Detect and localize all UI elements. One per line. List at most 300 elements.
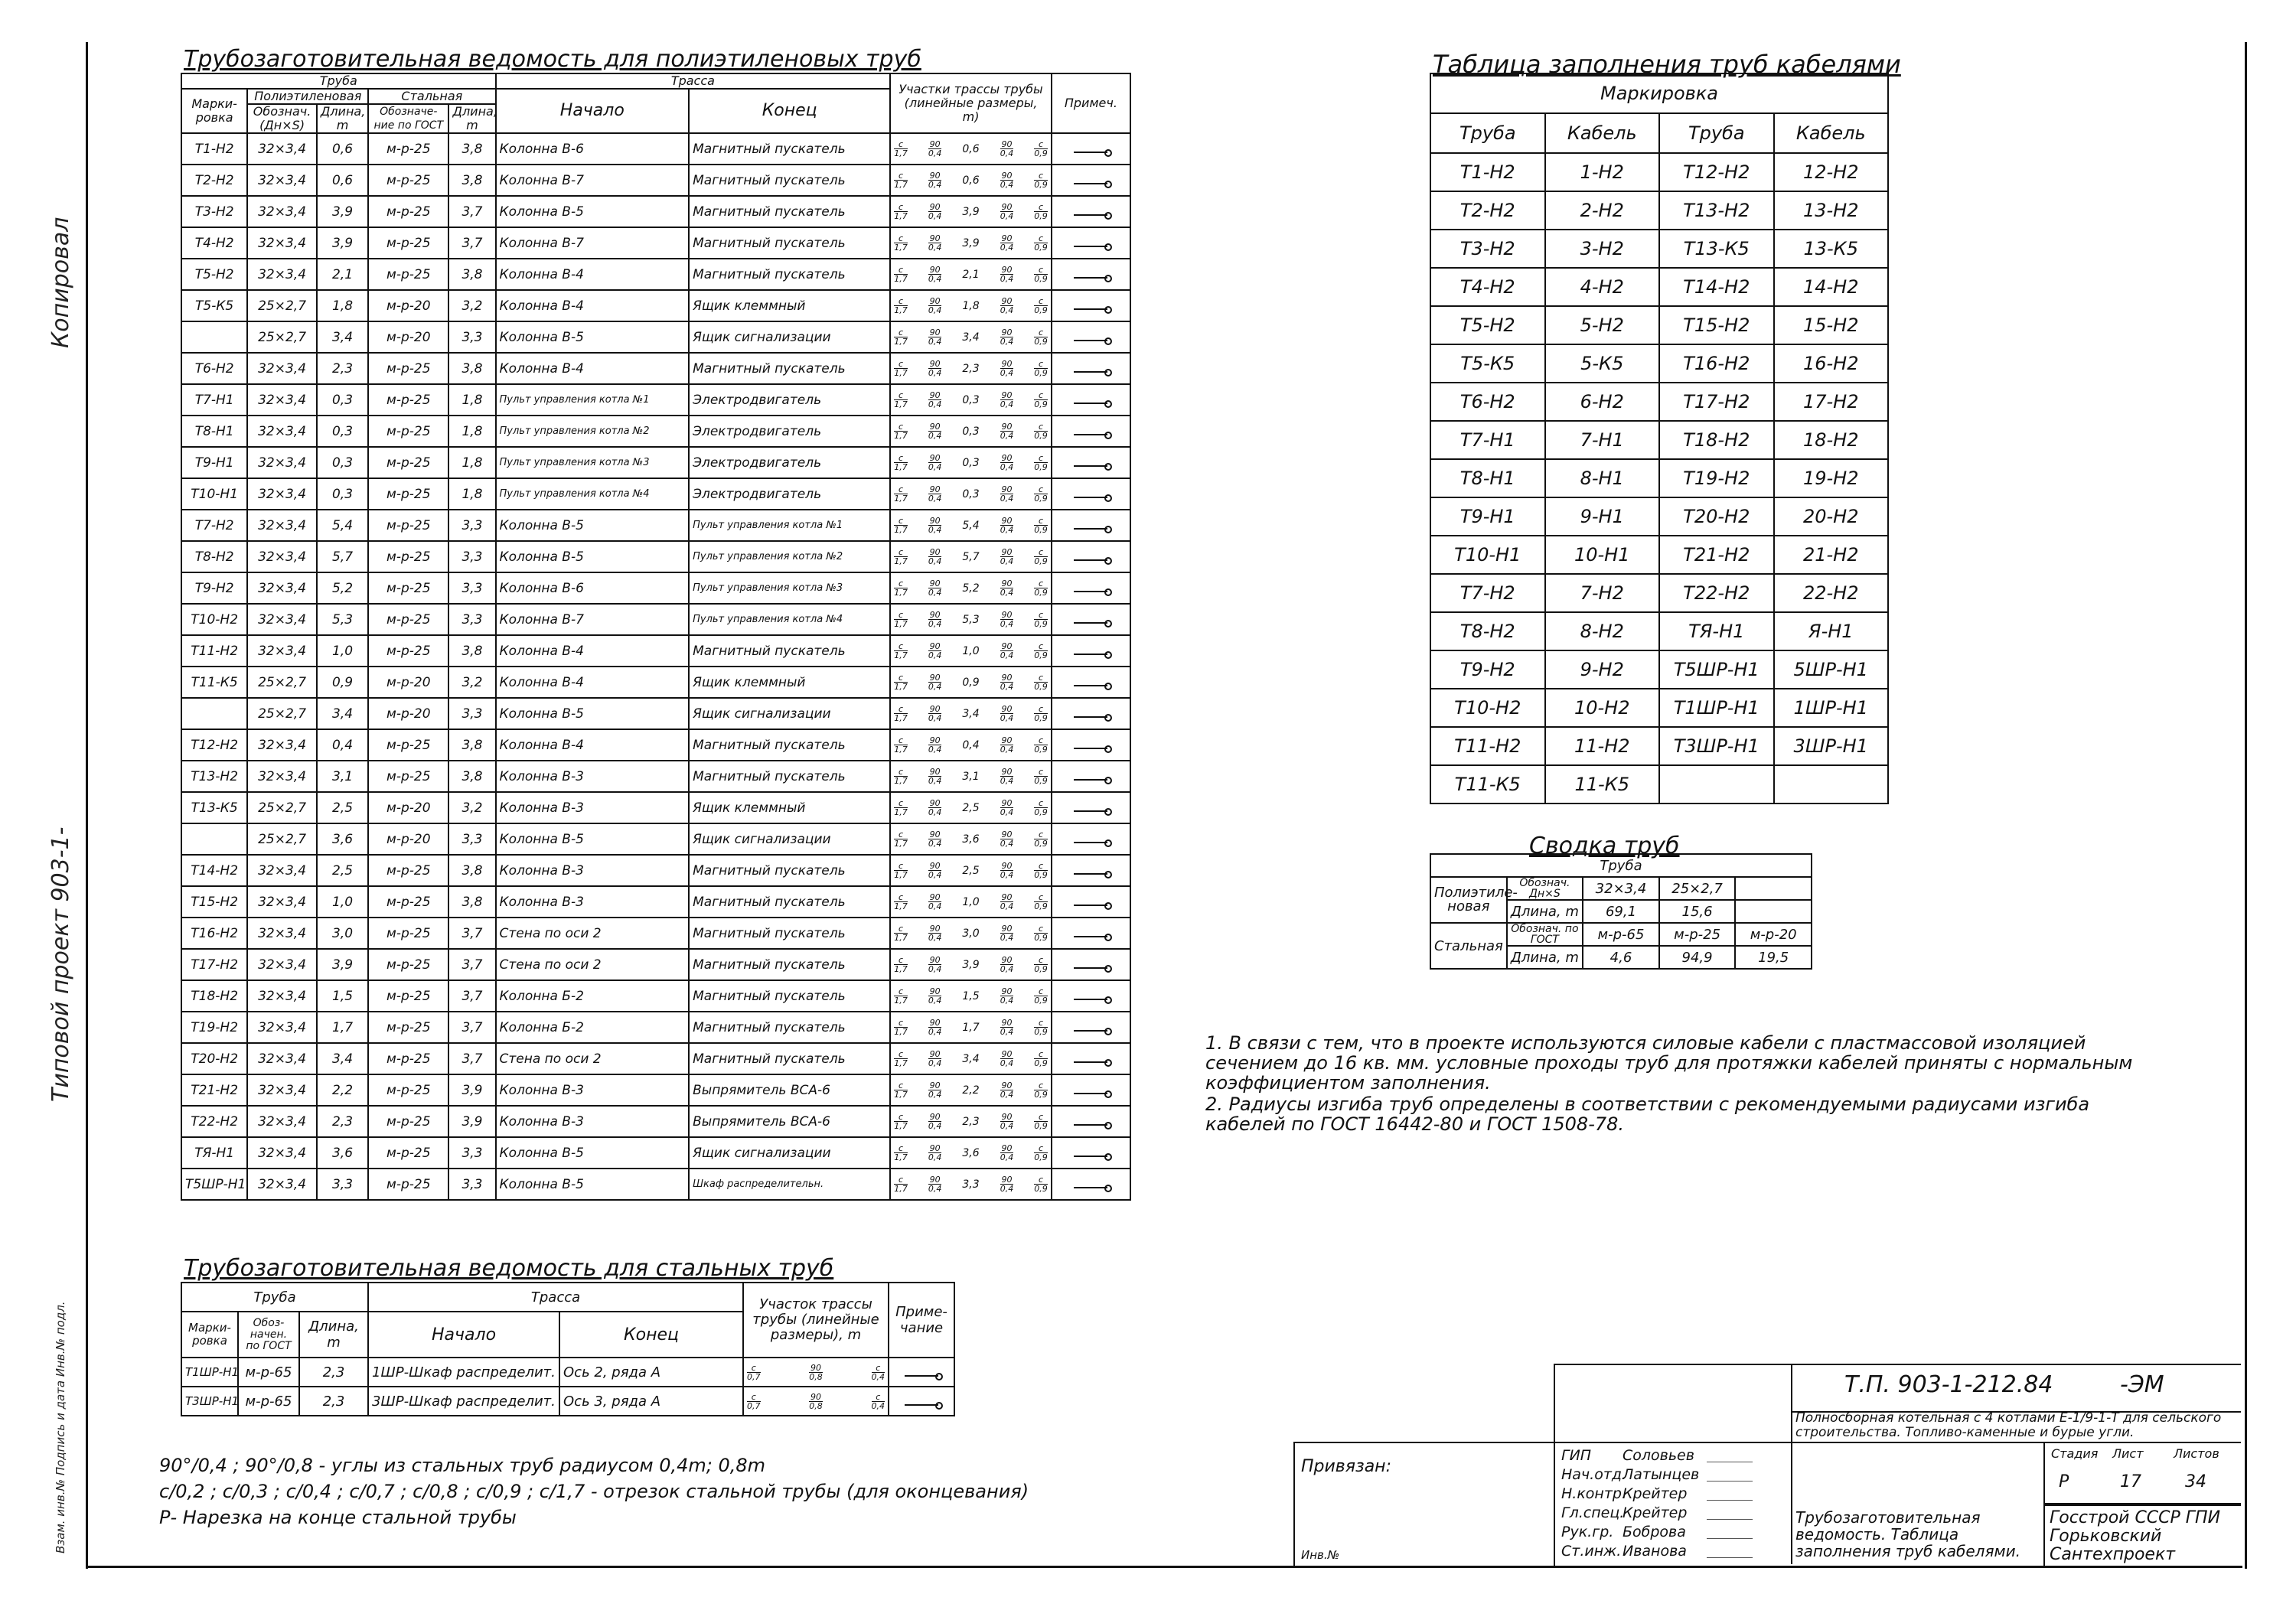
poly-cell-mark: ТЯ-Н1 — [181, 1137, 247, 1169]
table-row — [181, 729, 1130, 761]
poly-cell-end: Выпрямитель ВСА-6 — [689, 1074, 890, 1106]
poly-cell-sections — [890, 447, 1052, 478]
stamp-role: Ст.инж. — [1561, 1543, 1622, 1560]
cut-fraction: $\frac{c}{1,7}$ — [894, 233, 908, 253]
poly-cell-start: Пульт управления котла №3 — [496, 447, 690, 478]
poly-cell-length: 3,9 — [317, 196, 368, 227]
table-row — [181, 855, 1130, 886]
poly-header-note: Примеч. — [1052, 73, 1130, 133]
fill-cell-cable-2: 13-Н2 — [1774, 191, 1889, 230]
poly-cell-length-steel: 3,8 — [448, 761, 495, 792]
side-label-kopiroval: Копировал — [47, 217, 74, 348]
fill-cell-cable: 11-К5 — [1545, 765, 1660, 804]
poly-cell-length: 5,4 — [317, 510, 368, 541]
poly-cell-length: 3,9 — [317, 227, 368, 259]
pipe-symbol-icon — [1074, 748, 1107, 749]
pipe-symbol-icon — [1074, 967, 1107, 969]
summary-steel-d2: м-р-25 — [1659, 923, 1736, 946]
table-row — [181, 290, 1130, 321]
cut-fraction: $\frac{c}{1,7}$ — [894, 892, 908, 911]
cut-fraction: $\frac{c}{1,7}$ — [894, 296, 908, 315]
table-row — [1430, 765, 1888, 804]
fill-cell-cable-2: 12-Н2 — [1774, 153, 1889, 191]
bend-fraction: $\frac{90}{0,4}$ — [1000, 547, 1014, 566]
bend-fraction: $\frac{90}{0,4}$ — [928, 798, 942, 817]
poly-cell-end: Магнитный пускатель — [689, 918, 890, 949]
cut-fraction: $\frac{c}{0,7}$ — [747, 1362, 761, 1382]
fill-cell-cable-2: 19-Н2 — [1774, 459, 1889, 497]
poly-cell-designation: 32×3,4 — [247, 635, 317, 667]
section-sketch — [894, 1169, 1048, 1199]
fill-cell-pipe: Т8-Н2 — [1430, 612, 1545, 650]
poly-cell-length-steel: 3,3 — [448, 572, 495, 604]
cut-fraction: $\frac{c}{0,9}$ — [1034, 861, 1048, 880]
table-row — [1430, 153, 1888, 191]
fill-cell-pipe: Т9-Н1 — [1430, 497, 1545, 536]
bend-fraction: $\frac{90}{0,4}$ — [928, 1081, 942, 1100]
poly-cell-sections — [890, 635, 1052, 667]
table-row — [181, 227, 1130, 259]
poly-cell-start: Колонна В-7 — [496, 165, 690, 196]
pipe-symbol-icon — [1074, 1093, 1107, 1094]
poly-cell-note — [1052, 855, 1130, 886]
signature-mark — [1707, 1486, 1753, 1501]
poly-cell-start: Колонна В-4 — [496, 667, 690, 698]
poly-cell-start: Колонна Б-2 — [496, 980, 690, 1012]
summary-empty-cell — [1735, 877, 1812, 900]
poly-cell-designation: 32×3,4 — [247, 447, 317, 478]
table-row — [1430, 612, 1888, 650]
table-row — [1430, 650, 1888, 689]
poly-cell-sections — [890, 572, 1052, 604]
poly-cell-length-steel: 3,7 — [448, 980, 495, 1012]
poly-cell-sections — [890, 823, 1052, 855]
poly-cell-sections — [890, 792, 1052, 823]
poly-cell-gost: м-р-25 — [368, 133, 448, 165]
fill-cell-pipe: Т11-К5 — [1430, 765, 1545, 804]
poly-cell-gost: м-р-25 — [368, 729, 448, 761]
fill-cell-pipe: Т8-Н1 — [1430, 459, 1545, 497]
cut-fraction: $\frac{c}{0,9}$ — [1034, 610, 1048, 629]
poly-cell-start: Колонна В-3 — [496, 886, 690, 918]
signature-mark — [1707, 1543, 1753, 1558]
bend-fraction: $\frac{90}{0,4}$ — [1000, 328, 1014, 347]
poly-cell-designation: 32×3,4 — [247, 1137, 317, 1169]
poly-cell-length-steel: 3,2 — [448, 290, 495, 321]
bend-fraction: $\frac{90}{0,4}$ — [1000, 1112, 1014, 1131]
poly-cell-end: Пульт управления котла №3 — [689, 572, 890, 604]
table-row — [1430, 574, 1888, 612]
poly-cell-length-steel: 3,8 — [448, 259, 495, 290]
section-sketch — [894, 479, 1048, 509]
stamp-sheets-total: 34 — [2185, 1472, 2206, 1491]
bend-fraction: $\frac{90}{0,4}$ — [1000, 610, 1014, 629]
poly-cell-note — [1052, 478, 1130, 510]
poly-section-length: 3,4 — [962, 707, 980, 720]
pipe-symbol-icon — [1074, 1156, 1107, 1157]
fill-cell-cable: 7-Н2 — [1545, 574, 1660, 612]
summary-poly-designation-label: Обознач. Дн×S — [1507, 877, 1583, 900]
poly-cell-note — [1052, 761, 1130, 792]
summary-title: Сводка труб — [1529, 833, 1680, 859]
poly-cell-mark: Т10-Н1 — [181, 478, 247, 510]
poly-cell-end: Ящик клеммный — [689, 667, 890, 698]
pipe-symbol-icon — [1074, 1124, 1107, 1126]
fill-cell-cable: 11-Н2 — [1545, 727, 1660, 765]
stamp-name: Латынцев — [1623, 1466, 1700, 1483]
cut-fraction: $\frac{c}{1,7}$ — [894, 1112, 908, 1131]
bend-fraction: $\frac{90}{0,4}$ — [928, 767, 942, 786]
poly-cell-length-steel: 3,9 — [448, 1074, 495, 1106]
poly-cell-start: Пульт управления котла №4 — [496, 478, 690, 510]
poly-section-length: 0,3 — [962, 487, 980, 500]
poly-cell-gost: м-р-25 — [368, 949, 448, 980]
fill-cell-cable-2: 1ШР-Н1 — [1774, 689, 1889, 727]
poly-section-length: 0,3 — [962, 456, 980, 469]
fill-cell-cable-2: 13-К5 — [1774, 230, 1889, 268]
poly-cell-note — [1052, 698, 1130, 729]
poly-cell-length-steel: 1,8 — [448, 447, 495, 478]
poly-cell-note — [1052, 259, 1130, 290]
fill-cell-cable-2: 5ШР-Н1 — [1774, 650, 1889, 689]
poly-cell-note — [1052, 572, 1130, 604]
table-row — [181, 1043, 1130, 1074]
fill-cell-pipe: Т6-Н2 — [1430, 383, 1545, 421]
poly-cell-note — [1052, 1043, 1130, 1074]
steel-header-section: Участок трассы трубы (линейные размеры), m — [743, 1283, 889, 1358]
poly-cell-length: 3,3 — [317, 1169, 368, 1200]
poly-cell-note — [1052, 980, 1130, 1012]
poly-cell-note — [1052, 886, 1130, 918]
poly-cell-length-steel: 3,7 — [448, 196, 495, 227]
cut-fraction: $\frac{c}{1,7}$ — [894, 139, 908, 158]
pipe-symbol-icon — [1074, 685, 1107, 686]
cut-fraction: $\frac{c}{0,9}$ — [1034, 328, 1048, 347]
poly-section-length: 2,1 — [962, 268, 980, 281]
poly-pipe-table — [181, 73, 1131, 1201]
poly-section-length: 3,6 — [962, 1146, 980, 1159]
fill-cell-cable-2: Я-Н1 — [1774, 612, 1889, 650]
section-sketch — [894, 291, 1048, 321]
poly-cell-mark: Т12-Н2 — [181, 729, 247, 761]
poly-cell-sections — [890, 855, 1052, 886]
summary-poly-d1: 32×3,4 — [1583, 877, 1659, 900]
pipe-symbol-icon — [1074, 999, 1107, 1000]
bend-fraction: $\frac{90}{0,4}$ — [1000, 1143, 1014, 1162]
poly-cell-note — [1052, 290, 1130, 321]
poly-cell-gost: м-р-20 — [368, 823, 448, 855]
poly-cell-length: 3,1 — [317, 761, 368, 792]
pipe-symbol-icon — [1074, 308, 1107, 310]
section-sketch — [894, 981, 1048, 1011]
table-row — [181, 321, 1130, 353]
bend-fraction: $\frac{90}{0,4}$ — [1000, 422, 1014, 441]
poly-cell-designation: 32×3,4 — [247, 541, 317, 572]
section-sketch — [894, 542, 1048, 572]
bend-fraction: $\frac{90}{0,4}$ — [1000, 484, 1014, 504]
poly-cell-note — [1052, 510, 1130, 541]
fill-cell-pipe-2: Т3ШР-Н1 — [1659, 727, 1774, 765]
cut-fraction: $\frac{c}{0,9}$ — [1034, 735, 1048, 755]
stamp-stage-header: Стадия — [2051, 1446, 2099, 1461]
poly-section-length: 0,9 — [962, 676, 980, 689]
poly-cell-sections — [890, 510, 1052, 541]
poly-cell-length: 0,3 — [317, 384, 368, 416]
poly-cell-length: 5,7 — [317, 541, 368, 572]
table-row — [181, 949, 1130, 980]
section-sketch — [894, 197, 1048, 227]
poly-cell-length-steel: 3,3 — [448, 541, 495, 572]
section-sketch — [894, 1107, 1048, 1136]
fill-header-pipe-2: Труба — [1659, 113, 1774, 153]
table-row — [1430, 344, 1888, 383]
bend-fraction: $\frac{90}{0,4}$ — [928, 1175, 942, 1194]
poly-cell-end: Пульт управления котла №1 — [689, 510, 890, 541]
signature-mark — [1707, 1448, 1753, 1462]
poly-cell-designation: 32×3,4 — [247, 510, 317, 541]
bend-fraction: $\frac{90}{0,4}$ — [1000, 139, 1014, 158]
steel-cell-mark: Т3ШР-Н1 — [181, 1387, 238, 1416]
poly-cell-designation: 32×3,4 — [247, 1043, 317, 1074]
steel-header-pipe: Труба — [181, 1283, 368, 1312]
poly-cell-designation: 32×3,4 — [247, 259, 317, 290]
poly-cell-designation: 32×3,4 — [247, 918, 317, 949]
cut-fraction: $\frac{c}{1,7}$ — [894, 924, 908, 943]
poly-cell-start: Колонна Б-2 — [496, 1012, 690, 1043]
bend-fraction: $\frac{90}{0,4}$ — [928, 265, 942, 284]
bend-fraction: $\frac{90}{0,4}$ — [1000, 955, 1014, 974]
cut-fraction: $\frac{c}{0,9}$ — [1034, 641, 1048, 660]
poly-cell-start: Колонна В-4 — [496, 290, 690, 321]
poly-cell-sections — [890, 980, 1052, 1012]
poly-cell-designation: 32×3,4 — [247, 416, 317, 447]
bend-fraction: $\frac{90}{0,8}$ — [809, 1391, 823, 1411]
fill-cell-pipe: Т5-Н2 — [1430, 306, 1545, 344]
poly-cell-length: 2,3 — [317, 353, 368, 384]
legend-cut-pieces: c/0,2 ; c/0,3 ; c/0,4 ; c/0,7 ; c/0,8 ; c/0,9 ; c/1,7 - отрезок стальной трубы (для оконцевания) — [159, 1481, 1029, 1502]
section-sketch — [894, 887, 1048, 917]
poly-cell-sections — [890, 353, 1052, 384]
poly-section-length: 5,2 — [962, 582, 980, 595]
stamp-inventory: Инв.№ — [1301, 1548, 1340, 1562]
summary-steel-d3: м-р-20 — [1735, 923, 1812, 946]
poly-cell-mark: Т22-Н2 — [181, 1106, 247, 1137]
poly-cell-note — [1052, 353, 1130, 384]
poly-section-length: 3,9 — [962, 205, 980, 218]
pipe-symbol-icon — [1074, 152, 1107, 153]
poly-cell-mark: Т5ШР-Н1 — [181, 1169, 247, 1200]
poly-cell-length-steel: 3,7 — [448, 949, 495, 980]
pipe-symbol-icon — [1074, 779, 1107, 781]
bend-fraction: $\frac{90}{0,4}$ — [1000, 1081, 1014, 1100]
poly-section-length: 1,8 — [962, 299, 980, 312]
section-sketch — [894, 354, 1048, 383]
bend-fraction: $\frac{90}{0,4}$ — [1000, 1049, 1014, 1068]
cable-fill-table — [1430, 73, 1889, 804]
bend-fraction: $\frac{90}{0,4}$ — [1000, 673, 1014, 692]
poly-cell-gost: м-р-25 — [368, 196, 448, 227]
cut-fraction: $\frac{c}{0,9}$ — [1034, 484, 1048, 504]
table-row — [181, 133, 1130, 165]
cut-fraction: $\frac{c}{0,9}$ — [1034, 673, 1048, 692]
cut-fraction: $\frac{c}{1,7}$ — [894, 422, 908, 441]
poly-cell-mark — [181, 698, 247, 729]
cut-fraction: $\frac{c}{0,9}$ — [1034, 547, 1048, 566]
cut-fraction: $\frac{c}{0,9}$ — [1034, 296, 1048, 315]
poly-cell-designation: 25×2,7 — [247, 290, 317, 321]
poly-cell-start: Колонна В-6 — [496, 572, 690, 604]
poly-cell-start: Пульт управления котла №2 — [496, 416, 690, 447]
poly-cell-note — [1052, 227, 1130, 259]
section-sketch — [894, 1044, 1048, 1074]
poly-section-length: 1,5 — [962, 989, 980, 1002]
bend-fraction: $\frac{90}{0,4}$ — [1000, 390, 1014, 409]
bend-fraction: $\frac{90}{0,4}$ — [1000, 1018, 1014, 1037]
poly-cell-mark: Т16-Н2 — [181, 918, 247, 949]
poly-cell-length: 0,6 — [317, 165, 368, 196]
poly-section-length: 3,3 — [962, 1178, 980, 1191]
poly-cell-sections — [890, 1137, 1052, 1169]
bend-fraction: $\frac{90}{0,4}$ — [1000, 704, 1014, 723]
steel-pipe-table — [181, 1282, 955, 1416]
section-sketch — [894, 824, 1048, 854]
steel-cell-section — [743, 1387, 889, 1416]
fill-cell-cable: 2-Н2 — [1545, 191, 1660, 230]
poly-cell-length: 2,1 — [317, 259, 368, 290]
fill-cell-cable: 9-Н2 — [1545, 650, 1660, 689]
bend-fraction: $\frac{90}{0,4}$ — [928, 171, 942, 190]
poly-cell-sections — [890, 729, 1052, 761]
summary-poly-label: Полиэтиле- новая — [1430, 877, 1507, 923]
bend-fraction: $\frac{90}{0,4}$ — [928, 610, 942, 629]
section-sketch — [894, 761, 1048, 791]
poly-cell-gost: м-р-25 — [368, 1074, 448, 1106]
poly-section-length: 0,3 — [962, 393, 980, 406]
table-row — [1430, 536, 1888, 574]
poly-cell-length-steel: 3,7 — [448, 1012, 495, 1043]
poly-cell-length-steel: 1,8 — [448, 384, 495, 416]
poly-section-length: 3,1 — [962, 770, 980, 783]
summary-steel-d1: м-р-65 — [1583, 923, 1659, 946]
pipe-symbol-icon — [1074, 183, 1107, 184]
fill-cell-cable-2: 18-Н2 — [1774, 421, 1889, 459]
poly-cell-end: Ящик сигнализации — [689, 321, 890, 353]
fill-cell-pipe-2: Т5ШР-Н1 — [1659, 650, 1774, 689]
stamp-name: Соловьев — [1623, 1447, 1694, 1464]
poly-section-length: 1,7 — [962, 1021, 980, 1034]
bend-fraction: $\frac{90}{0,4}$ — [928, 1112, 942, 1131]
section-sketch — [894, 667, 1048, 697]
poly-section-length: 0,6 — [962, 142, 980, 155]
table-row — [181, 761, 1130, 792]
cut-fraction: $\frac{c}{1,7}$ — [894, 328, 908, 347]
poly-cell-end: Магнитный пускатель — [689, 729, 890, 761]
bend-fraction: $\frac{90}{0,4}$ — [928, 296, 942, 315]
poly-cell-designation: 25×2,7 — [247, 667, 317, 698]
steel-header-length: Длина, m — [299, 1312, 368, 1358]
poly-cell-note — [1052, 792, 1130, 823]
poly-cell-start: Колонна В-5 — [496, 321, 690, 353]
table-row — [181, 980, 1130, 1012]
steel-cell-end: Ось 2, ряда А — [559, 1358, 743, 1387]
table-row — [181, 1358, 954, 1387]
poly-cell-length: 3,4 — [317, 321, 368, 353]
poly-cell-start: Стена по оси 2 — [496, 949, 690, 980]
poly-cell-end: Электродвигатель — [689, 384, 890, 416]
bend-fraction: $\frac{90}{0,4}$ — [928, 924, 942, 943]
fill-cell-pipe: Т3-Н2 — [1430, 230, 1545, 268]
poly-cell-end: Магнитный пускатель — [689, 165, 890, 196]
poly-cell-mark: Т14-Н2 — [181, 855, 247, 886]
section-sketch — [894, 1012, 1048, 1042]
steel-cell-note — [889, 1387, 954, 1416]
poly-cell-start: Колонна В-5 — [496, 698, 690, 729]
bend-fraction: $\frac{90}{0,4}$ — [928, 202, 942, 221]
poly-cell-note — [1052, 1074, 1130, 1106]
poly-cell-end: Магнитный пускатель — [689, 133, 890, 165]
table-row — [181, 510, 1130, 541]
stamp-sheet-number: 17 — [2120, 1472, 2141, 1491]
poly-cell-start: Колонна В-4 — [496, 635, 690, 667]
bend-fraction: $\frac{90}{0,4}$ — [928, 1049, 942, 1068]
cut-fraction: $\frac{c}{0,9}$ — [1034, 1112, 1048, 1131]
bend-fraction: $\frac{90}{0,4}$ — [928, 1018, 942, 1037]
poly-cell-start: Колонна В-5 — [496, 196, 690, 227]
bend-fraction: $\frac{90}{0,4}$ — [928, 704, 942, 723]
cut-fraction: $\frac{c}{1,7}$ — [894, 484, 908, 504]
section-sketch — [894, 165, 1048, 195]
poly-cell-mark: Т9-Н1 — [181, 447, 247, 478]
poly-cell-start: Колонна В-5 — [496, 1169, 690, 1200]
poly-cell-length-steel: 3,8 — [448, 729, 495, 761]
table-row — [181, 541, 1130, 572]
table-row — [181, 572, 1130, 604]
poly-cell-length-steel: 3,7 — [448, 227, 495, 259]
poly-cell-gost: м-р-25 — [368, 572, 448, 604]
poly-cell-mark: Т4-Н2 — [181, 227, 247, 259]
poly-cell-mark: Т8-Н2 — [181, 541, 247, 572]
bend-fraction: $\frac{90}{0,4}$ — [1000, 798, 1014, 817]
poly-cell-length: 3,4 — [317, 1043, 368, 1074]
section-sketch — [894, 918, 1048, 948]
poly-cell-end: Магнитный пускатель — [689, 196, 890, 227]
pipe-symbol-icon — [1074, 873, 1107, 875]
cut-fraction: $\frac{c}{0,9}$ — [1034, 830, 1048, 849]
summary-poly-length-label: Длина, m — [1507, 900, 1583, 923]
poly-cell-start: Колонна В-6 — [496, 133, 690, 165]
cut-fraction: $\frac{c}{1,7}$ — [894, 767, 908, 786]
poly-cell-end: Магнитный пускатель — [689, 980, 890, 1012]
poly-cell-note — [1052, 541, 1130, 572]
cut-fraction: $\frac{c}{0,9}$ — [1034, 390, 1048, 409]
fill-cell-cable: 9-Н1 — [1545, 497, 1660, 536]
cut-fraction: $\frac{c}{1,7}$ — [894, 704, 908, 723]
cut-fraction: $\frac{c}{1,7}$ — [894, 798, 908, 817]
poly-cell-start: Колонна В-4 — [496, 353, 690, 384]
steel-cell-mark: Т1ШР-Н1 — [181, 1358, 238, 1387]
poly-cell-start: Колонна В-4 — [496, 729, 690, 761]
poly-cell-mark: Т20-Н2 — [181, 1043, 247, 1074]
poly-header-pipe: Труба — [181, 73, 496, 89]
poly-cell-length-steel: 3,3 — [448, 1169, 495, 1200]
bend-fraction: $\frac{90}{0,4}$ — [928, 484, 942, 504]
poly-cell-mark: Т11-К5 — [181, 667, 247, 698]
stamp-role: Гл.спец. — [1561, 1504, 1625, 1521]
poly-cell-start: Колонна В-5 — [496, 823, 690, 855]
table-row — [1430, 230, 1888, 268]
poly-table-title: Трубозаготовительная ведомость для полиэтиленовых труб — [184, 46, 921, 73]
pipe-symbol-icon — [905, 1375, 938, 1377]
